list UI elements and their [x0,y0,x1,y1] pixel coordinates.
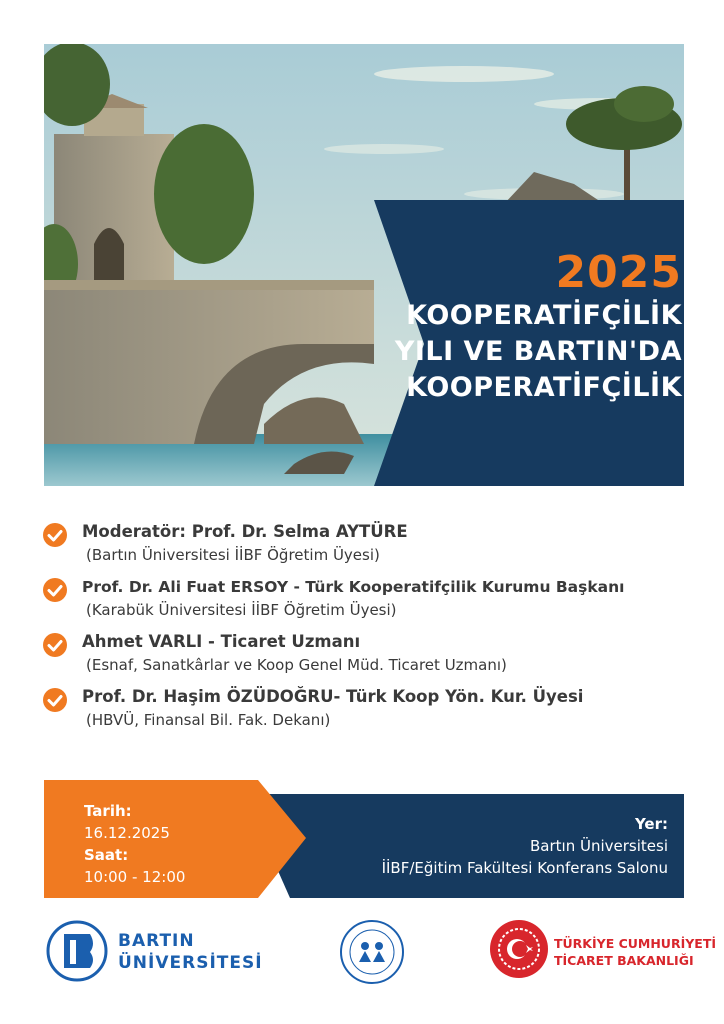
speaker-role: (Bartın Üniversitesi İİBF Öğretim Üyesi) [86,546,380,564]
ministry-name-line-1: TÜRKİYE CUMHURİYETİ [554,936,716,951]
ministry-of-trade-logo [488,918,716,988]
speaker-item [40,630,710,676]
speaker-role: (HBVÜ, Finansal Bil. Fak. Dekanı) [86,711,331,729]
check-icon [43,633,67,657]
bartin-university-logo [46,920,263,984]
venue-line-2: İİBF/Eğitim Fakültesi Konferans Salonu [381,859,668,877]
speaker-name: Prof. Dr. Ali Fuat ERSOY - Türk Kooperatifçilik Kurumu Başkanı [82,578,625,596]
venue [382,813,668,879]
date-time [84,800,185,888]
time-value: 10:00 - 12:00 [84,868,186,886]
date-label: Tarih: [84,802,132,820]
venue-label: Yer: [634,815,668,833]
title-line-1: KOOPERATİFÇİLİK [406,300,682,331]
title-line-2: YILI VE BARTIN'DA [394,336,682,367]
speaker-name: Moderatör: Prof. Dr. Selma AYTÜRE [82,522,408,541]
time-label: Saat: [84,846,129,864]
speaker-role: (Esnaf, Sanatkârlar ve Koop Genel Müd. Ticaret Uzmanı) [86,656,507,674]
ministry-emblem-icon [488,918,550,980]
speaker-name: Prof. Dr. Haşim ÖZÜDOĞRU- Türk Koop Yön. Kur. Üyesi [82,687,584,706]
speaker-item [40,685,710,731]
bartin-emblem-icon [46,920,108,982]
speaker-role: (Karabük Üniversitesi İİBF Öğretim Üyesi) [86,601,397,619]
bartin-name-line-2: ÜNİVERSİTESİ [118,953,263,973]
venue-line-1: Bartın Üniversitesi [530,837,668,855]
cooperative-institution-seal [338,918,406,986]
check-icon [43,578,67,602]
speaker-item [40,520,710,566]
speaker-list [40,520,710,740]
check-icon [43,688,67,712]
speaker-name: Ahmet VARLI - Ticaret Uzmanı [82,632,361,651]
title-line-3: KOOPERATİFÇİLİK [406,372,682,403]
date-value: 16.12.2025 [84,824,170,842]
event-title [395,248,682,406]
check-icon [43,523,67,547]
bartin-name-line-1: BARTIN [118,931,195,951]
ministry-name-line-2: TİCARET BAKANLIĞI [554,953,694,968]
koop-seal-icon [338,918,406,986]
speaker-item [40,575,710,621]
title-year: 2025 [555,247,682,298]
